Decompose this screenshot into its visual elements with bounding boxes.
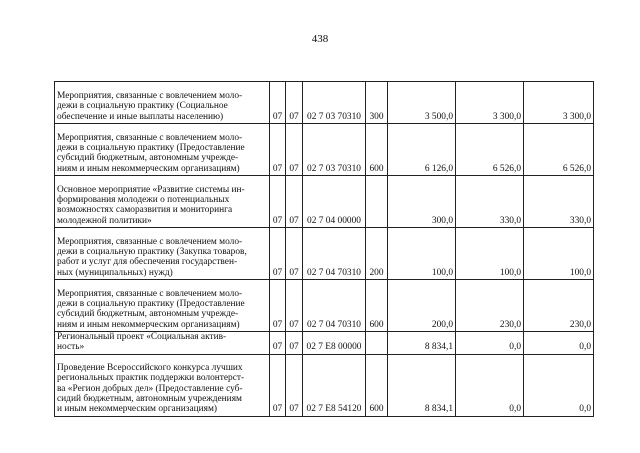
section-code [270,332,286,355]
row-description [55,82,270,124]
amount-year-2-text: 3 300,0 [492,111,521,122]
subsection-code [286,124,303,176]
amount-year-3-text: 230,0 [569,319,591,330]
subsection-code [286,332,303,355]
expense-type-code-text: 600 [369,319,384,330]
amount-year-2-text: 0,0 [509,404,521,415]
amount-year-2 [456,228,524,280]
expense-type-code [366,354,388,416]
amount-year-1-text: 3 500,0 [424,111,453,122]
row-description-text: Региональный проект «Социальная актив- ность» [57,332,227,353]
table-row [55,354,594,416]
row-description-text: Мероприятия, связанные с вовлечением моло- дежи в социальную практику (Социальное обеспечение и иные выплаты населению) [57,91,243,122]
subsection-code-text: 07 [289,267,299,278]
subsection-code [286,280,303,332]
section-code-text: 07 [272,404,283,415]
amount-year-1-text: 6 126,0 [424,163,453,174]
subsection-code-text: 07 [289,111,299,122]
expense-type-code-text: 200 [369,267,384,278]
subsection-code-text: 07 [289,319,299,330]
amount-year-3 [524,228,594,280]
row-description-text: Мероприятия, связанные с вовлечением моло- дежи в социальную практику (Предоставление субсидий бюджетным, автономным учрежде- ниям и иным некоммерческим организациям) [57,288,245,330]
table-row [55,332,594,355]
target-article-code-text: 02 7 03 70310 [307,163,361,174]
section-code-text: 07 [272,319,283,330]
amount-year-3 [524,332,594,355]
target-article-code-text: 02 7 04 70310 [307,319,361,330]
table-body [55,82,594,417]
amount-year-1-text: 8 834,1 [424,342,453,353]
amount-year-1 [388,280,456,332]
amount-year-2-text: 6 526,0 [492,163,521,174]
section-code [270,280,286,332]
target-article-code [303,280,366,332]
subsection-code [286,176,303,228]
table-row [55,124,594,176]
subsection-code-text: 07 [289,342,299,353]
expense-type-code [366,228,388,280]
amount-year-2 [456,332,524,355]
budget-table [54,81,594,417]
amount-year-2 [456,354,524,416]
amount-year-1-text: 8 834,1 [424,404,453,415]
target-article-code-text: 02 7 04 00000 [307,215,361,226]
amount-year-3-text: 6 526,0 [562,163,591,174]
amount-year-2 [456,82,524,124]
amount-year-1 [388,332,456,355]
target-article-code [303,228,366,280]
amount-year-2-text: 100,0 [499,267,521,278]
expense-type-code-text: 600 [369,163,384,174]
target-article-code-text: 02 7 Е8 54120 [306,404,362,415]
section-code-text: 07 [272,342,283,353]
target-article-code [303,354,366,416]
amount-year-1-text: 100,0 [431,267,453,278]
target-article-code [303,82,366,124]
subsection-code [286,82,303,124]
amount-year-1 [388,82,456,124]
amount-year-2-text: 0,0 [509,342,521,353]
amount-year-1 [388,354,456,416]
amount-year-3 [524,82,594,124]
amount-year-1-text: 300,0 [431,215,453,226]
row-description-text: Основное мероприятие «Развитие системы ин- формирования молодежи о потенциальных возможностях саморазвития и мониторинга молодежной политики» [57,184,245,226]
amount-year-2-text: 330,0 [499,215,521,226]
expense-type-code [366,176,388,228]
amount-year-3 [524,280,594,332]
amount-year-2 [456,124,524,176]
subsection-code-text: 07 [289,404,299,415]
amount-year-3-text: 3 300,0 [562,111,591,122]
section-code-text: 07 [272,215,283,226]
section-code [270,82,286,124]
row-description [55,280,270,332]
row-description [55,124,270,176]
expense-type-code [366,280,388,332]
section-code [270,176,286,228]
table-row [55,82,594,124]
target-article-code-text: 02 7 Е8 00000 [306,342,362,353]
amount-year-2 [456,280,524,332]
section-code-text: 07 [272,267,283,278]
row-description [55,354,270,416]
section-code [270,124,286,176]
subsection-code [286,354,303,416]
expense-type-code-text: 600 [369,404,384,415]
row-description-text: Мероприятия, связанные с вовлечением моло- дежи в социальную практику (Предоставление субсидий бюджетным, автономным учрежде- ниям и иным некоммерческим организациям) [57,132,245,174]
row-description [55,332,270,355]
subsection-code-text: 07 [289,163,299,174]
target-article-code [303,124,366,176]
target-article-code-text: 02 7 04 70310 [307,267,361,278]
row-description [55,228,270,280]
amount-year-2-text: 230,0 [499,319,521,330]
amount-year-1 [388,228,456,280]
section-code-text: 07 [272,111,283,122]
section-code [270,354,286,416]
table-row [55,176,594,228]
expense-type-code-text: 300 [369,111,384,122]
amount-year-3-text: 100,0 [569,267,591,278]
row-description-text: Мероприятия, связанные с вовлечением моло- дежи в социальную практику (Закупка товаров, работ и услуг для обеспечения государствен- ных (муниципальных) нужд) [57,236,247,278]
amount-year-1-text: 200,0 [431,319,453,330]
target-article-code [303,332,366,355]
target-article-code-text: 02 7 03 70310 [307,111,361,122]
section-code [270,228,286,280]
amount-year-3 [524,176,594,228]
page-number: 438 [311,33,329,45]
amount-year-2 [456,176,524,228]
section-code-text: 07 [272,163,283,174]
amount-year-1 [388,124,456,176]
row-description [55,176,270,228]
row-description-text: Проведение Всероссийского конкурса лучших региональных практик поддержки волонтерст- ва «Регион добрых дел» (Предоставление суб- сидий бюджетным, автономным учреждениям и иным некоммерческим организациям) [57,363,245,415]
amount-year-3 [524,124,594,176]
amount-year-3-text: 330,0 [569,215,591,226]
amount-year-1 [388,176,456,228]
table-row [55,228,594,280]
expense-type-code [366,332,388,355]
amount-year-3 [524,354,594,416]
subsection-code-text: 07 [289,215,299,226]
subsection-code [286,228,303,280]
amount-year-3-text: 0,0 [579,404,591,415]
target-article-code [303,176,366,228]
expense-type-code [366,124,388,176]
expense-type-code [366,82,388,124]
amount-year-3-text: 0,0 [579,342,591,353]
table-row [55,280,594,332]
